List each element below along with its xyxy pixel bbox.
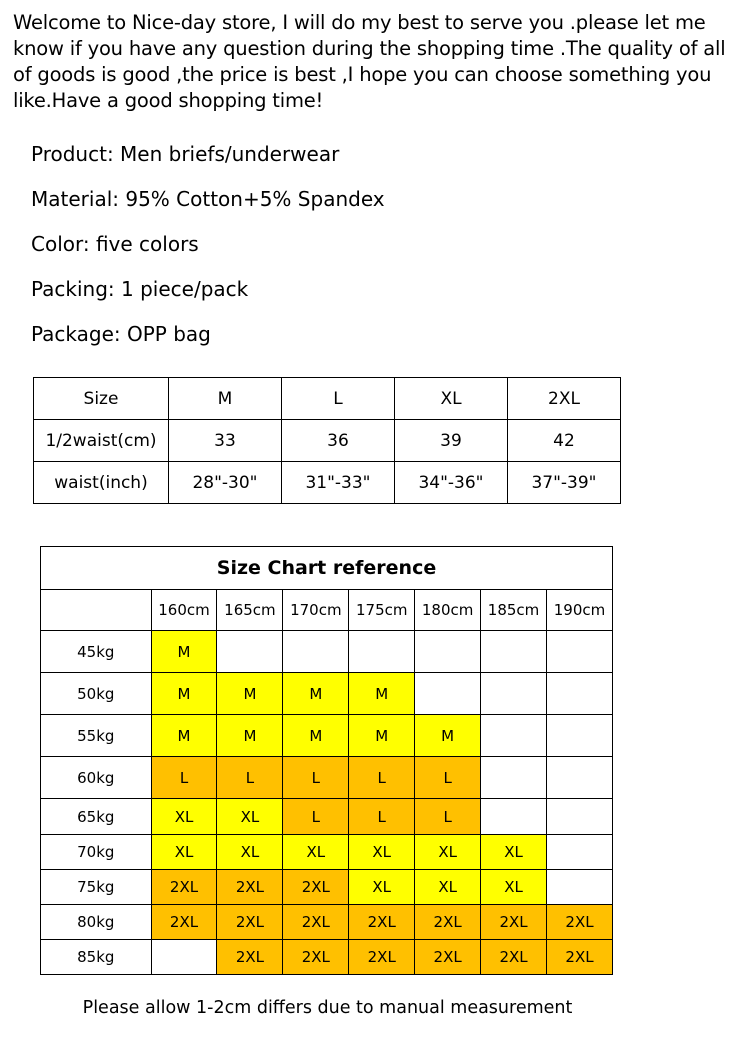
size-table-cell: 31"-33"	[282, 462, 395, 504]
size-table-row-label: waist(inch)	[34, 462, 169, 504]
size-cell	[547, 757, 613, 799]
weight-row	[41, 799, 613, 835]
size-cell: 2XL	[415, 940, 481, 975]
size-cell: L	[151, 757, 217, 799]
size-cell	[481, 757, 547, 799]
size-cell: 2XL	[283, 940, 349, 975]
size-cell: M	[283, 715, 349, 757]
weight-row	[41, 673, 613, 715]
height-header: 160cm	[151, 590, 217, 631]
size-cell	[547, 799, 613, 835]
weight-label: 45kg	[41, 631, 152, 673]
size-cell: XL	[481, 835, 547, 870]
size-table	[33, 377, 621, 504]
weight-label: 55kg	[41, 715, 152, 757]
size-cell: M	[415, 715, 481, 757]
size-cell: XL	[349, 870, 415, 905]
size-table-row	[34, 420, 621, 462]
weight-label: 50kg	[41, 673, 152, 715]
size-table-cell: 42	[508, 420, 621, 462]
size-table-row	[34, 462, 621, 504]
size-cell: L	[349, 757, 415, 799]
size-cell: 2XL	[217, 905, 283, 940]
spec-packing: Packing: 1 piece/pack	[31, 277, 249, 301]
size-cell	[547, 673, 613, 715]
size-chart-reference	[40, 546, 613, 975]
weight-row	[41, 905, 613, 940]
size-cell: 2XL	[481, 940, 547, 975]
weight-label: 80kg	[41, 905, 152, 940]
size-cell: 2XL	[217, 940, 283, 975]
size-cell: 2XL	[415, 905, 481, 940]
size-cell: M	[217, 715, 283, 757]
size-cell	[283, 631, 349, 673]
height-header-row	[41, 590, 613, 631]
size-cell: XL	[217, 799, 283, 835]
size-cell	[151, 940, 217, 975]
size-cell: L	[283, 799, 349, 835]
size-table-cell: M	[169, 378, 282, 420]
weight-label: 85kg	[41, 940, 152, 975]
size-cell: 2XL	[547, 940, 613, 975]
size-table-cell: 39	[395, 420, 508, 462]
corner-cell	[41, 590, 152, 631]
size-table-cell: 37"-39"	[508, 462, 621, 504]
size-cell: L	[283, 757, 349, 799]
size-cell: M	[283, 673, 349, 715]
size-table-cell: 36	[282, 420, 395, 462]
height-header: 170cm	[283, 590, 349, 631]
height-header: 165cm	[217, 590, 283, 631]
size-table-row-label: 1/2waist(cm)	[34, 420, 169, 462]
weight-label: 60kg	[41, 757, 152, 799]
store-welcome-text: Welcome to Nice-day store, I will do my best to serve you .please let me know if you have any question during the shopping time .The quality of all of goods is good ,the price is best ,I hope you can choose something you like.Have a good shopping time!	[13, 11, 726, 112]
size-cell	[481, 799, 547, 835]
spec-color: Color: five colors	[31, 232, 199, 256]
size-cell	[217, 631, 283, 673]
size-cell: XL	[481, 870, 547, 905]
size-table-row-label: Size	[34, 378, 169, 420]
size-cell: M	[217, 673, 283, 715]
size-cell: XL	[151, 835, 217, 870]
size-cell: M	[151, 631, 217, 673]
size-cell: M	[349, 715, 415, 757]
size-table-cell: 34"-36"	[395, 462, 508, 504]
weight-label: 65kg	[41, 799, 152, 835]
size-cell: XL	[283, 835, 349, 870]
size-cell: L	[415, 757, 481, 799]
size-cell: 2XL	[481, 905, 547, 940]
size-cell	[481, 673, 547, 715]
size-cell: M	[151, 715, 217, 757]
size-cell: 2XL	[349, 905, 415, 940]
size-cell: L	[415, 799, 481, 835]
weight-row	[41, 631, 613, 673]
size-cell	[481, 631, 547, 673]
size-chart-title: Size Chart reference	[41, 547, 613, 590]
measurement-note: Please allow 1-2cm differs due to manual measurement	[82, 998, 573, 1018]
height-header: 185cm	[481, 590, 547, 631]
size-cell: XL	[415, 835, 481, 870]
size-cell	[547, 870, 613, 905]
weight-row	[41, 835, 613, 870]
height-header: 175cm	[349, 590, 415, 631]
spec-product: Product: Men briefs/underwear	[31, 142, 340, 166]
spec-package: Package: OPP bag	[31, 322, 211, 346]
size-cell: 2XL	[151, 870, 217, 905]
weight-label: 75kg	[41, 870, 152, 905]
size-cell: L	[349, 799, 415, 835]
weight-row	[41, 757, 613, 799]
size-cell: 2XL	[283, 870, 349, 905]
size-cell	[547, 715, 613, 757]
size-table-cell: 2XL	[508, 378, 621, 420]
size-cell: XL	[217, 835, 283, 870]
height-header: 190cm	[547, 590, 613, 631]
size-cell: M	[151, 673, 217, 715]
size-cell: 2XL	[217, 870, 283, 905]
size-table-cell: 28"-30"	[169, 462, 282, 504]
size-cell	[481, 715, 547, 757]
size-cell: 2XL	[547, 905, 613, 940]
size-cell: XL	[151, 799, 217, 835]
size-table-row	[34, 378, 621, 420]
weight-label: 70kg	[41, 835, 152, 870]
size-cell	[415, 631, 481, 673]
spec-material: Material: 95% Cotton+5% Spandex	[31, 187, 385, 211]
size-cell: 2XL	[349, 940, 415, 975]
size-cell: 2XL	[283, 905, 349, 940]
weight-row	[41, 870, 613, 905]
size-cell	[547, 631, 613, 673]
height-header: 180cm	[415, 590, 481, 631]
size-cell	[547, 835, 613, 870]
size-table-cell: 33	[169, 420, 282, 462]
size-cell: XL	[349, 835, 415, 870]
size-cell: 2XL	[151, 905, 217, 940]
size-cell: L	[217, 757, 283, 799]
size-cell	[415, 673, 481, 715]
weight-row	[41, 940, 613, 975]
size-table-cell: L	[282, 378, 395, 420]
size-table-cell: XL	[395, 378, 508, 420]
weight-row	[41, 715, 613, 757]
size-cell: XL	[415, 870, 481, 905]
size-cell: M	[349, 673, 415, 715]
size-cell	[349, 631, 415, 673]
